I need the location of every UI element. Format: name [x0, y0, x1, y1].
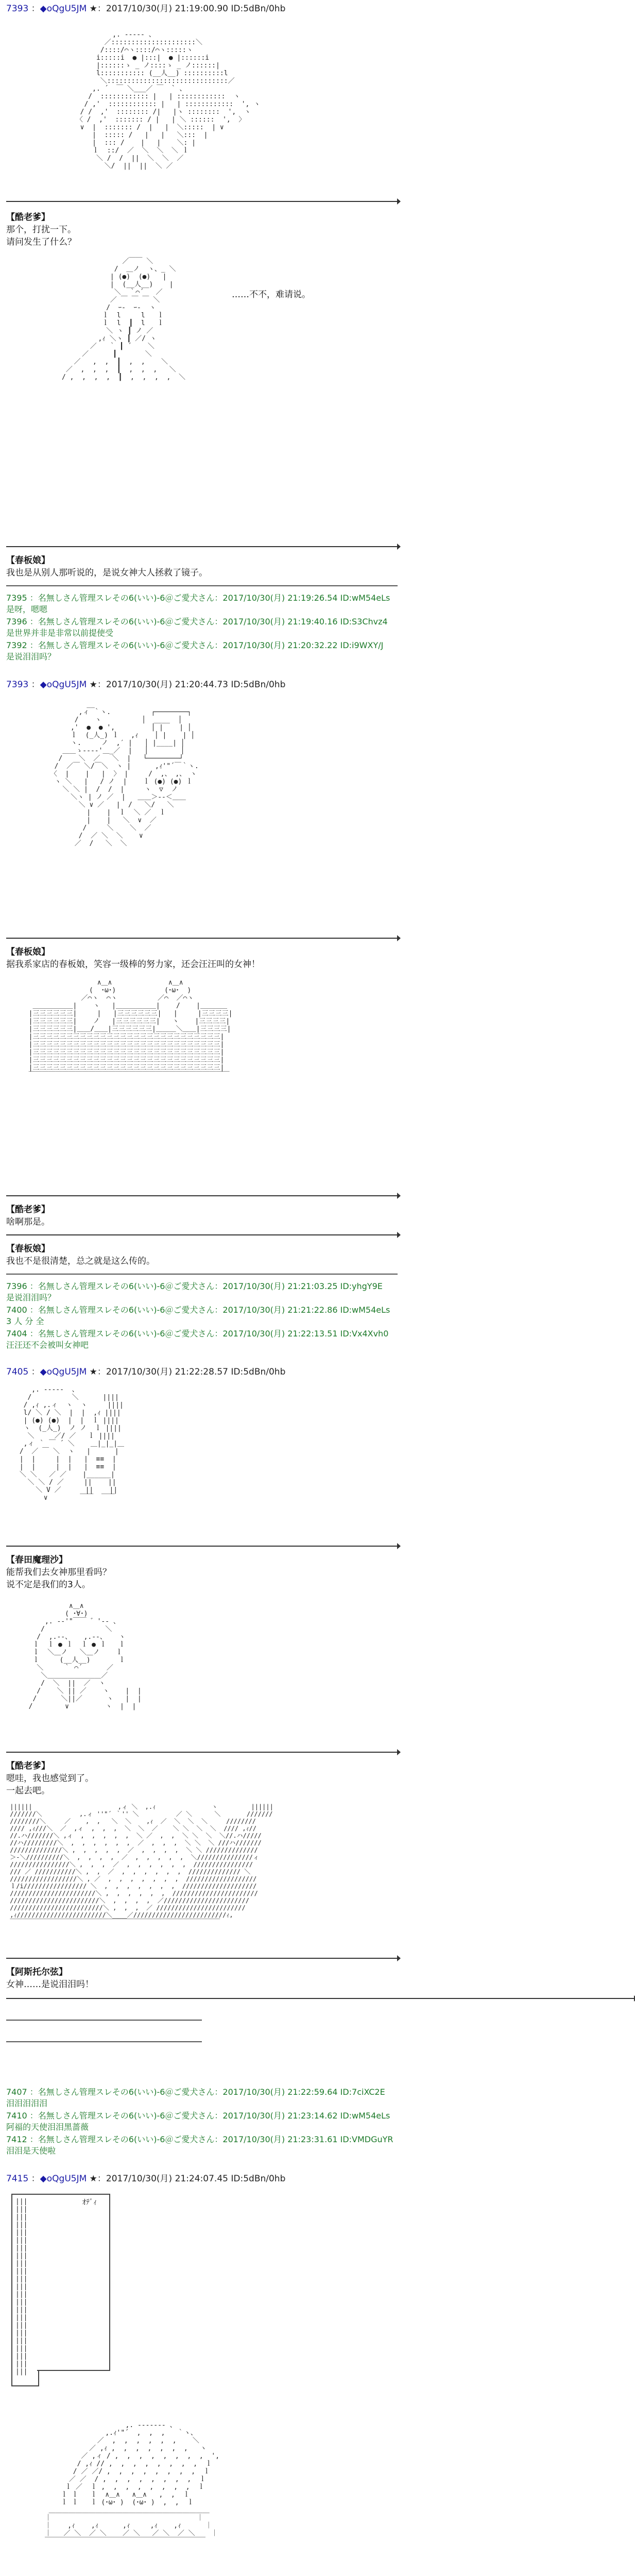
post-trip: ◆oQgU5JM: [40, 4, 87, 14]
dialog-line: 那个，打扰一下。: [6, 225, 76, 235]
post-number[interactable]: 7405: [6, 1367, 29, 1377]
post-id[interactable]: ID:5dBn/0hb: [231, 4, 286, 14]
post-date: 2017/10/30(月): [106, 2174, 173, 2184]
reply-item: [6, 2087, 385, 2109]
dialog-line: 啥啊那是。: [6, 1217, 50, 1227]
reply-header[interactable]: 7395 ：名無しさん管理スレその6(いい)-6＠ご愛犬さん：2017/10/30(月) 21:19:26.54 ID:wM54eLs: [6, 593, 390, 603]
dialog-line: 请问发生了什么？: [6, 237, 76, 247]
ascii-art-figure: ∧＿∧ ( ･∀･) ,. -‐'"￣￣ ゛'‐- 、 / ＼ / ,.-‐、 ,.-‐、 ヽ ｌ ｌ ● ｌ ｌ ● ｌ ｌ ｌ ＼＿ノ ＼＿ノ ｌ ｌ (__人__) ｌ ＼ ｀ ⌒´ ／ ＼＿＿＿＿＿＿＿＿／ / ＼ || ／ ヽ / ＼ || ／ ヽ | | / ＼||／ ヽ | | / ∨ ヽ | |: [28, 1602, 142, 1710]
dialog-block: [6, 1243, 155, 1267]
dialog-block: [6, 946, 260, 971]
section-divider: [6, 1998, 634, 1999]
post-time: 21:24:07.45: [175, 2174, 228, 2184]
reply-body: 3 人 分 全: [6, 1316, 44, 1326]
speaker-label: 【春板娘】: [6, 555, 50, 566]
reply-header[interactable]: 7392 ：名無しさん管理スレその6(いい)-6＠ご愛犬さん：2017/10/30(月) 21:20:32.22 ID:i9WXY/J: [6, 640, 384, 650]
section-divider: [6, 1546, 398, 1547]
ascii-art-figure: ,. -‐‐‐- 、 ／:::::::::::::::::::::＼ /::::/⌒ヽ::::/⌒ヽ:::::ヽ i:::::i ● |:::| ● |::::::i |::::::ゝ _ ノ::::ゝ _ ノ::::::| l::::::::::: (__人__) ::::::::::l ＼::::::::::::::::::::::::::::::／ ,. ´ ￣ ＼___／ ￣ ` 、 / :::::::::::: | | :::::::::::: ヽ / ,' :::::::::::: | | :::::::::::: ', ヽ / / ,' :::::::: /| |ヽ :::::::: ', ヽ 〈 / ,' ::::::: / | | ＼ :::::: ', 〉 ∨ | ::::::: / | | ＼::::: | ∨ | ::::: / | | ＼::: | | ::: / | | ＼: | ｌ ::/ ／ ＼ ＼ ＼ ｌ ＼ / / || ＼ ＼ ／ ＼/ || || ＼ ／: [76, 31, 261, 170]
reply-header[interactable]: 7396 ：名無しさん管理スレその6(いい)-6＠ご愛犬さん：2017/10/30(月) 21:21:03.25 ID:yhgY9E: [6, 1281, 383, 1291]
reply-header[interactable]: 7412 ：名無しさん管理スレその6(いい)-6＠ご愛犬さん：2017/10/30(月) 21:23:31.61 ID:VMDGuYR: [6, 2134, 393, 2144]
dialog-line: 女神……是说泪泪吗！: [6, 1979, 94, 1990]
ascii-art-scene: __ ,ィ ｀ヽ. ┌────────┐ / ヽ │ ____ │ ,' ● ● ', │ | | │ ｌ (_人_) ｌ ,ｨ │ | | │ ヽ. ノ ,′ | │ |____| │ ＿＿ゝ---‐'＿_／ | │ │ / ＼ ／ ＼ | └────────┘ / ／￣ ＼/￣＼ ヽ | ,ｨ'"´￣｀ヽ. 〈 | | | 〉 | / ,、 ,、 ヽ ヽ ＼ | / ノ | ｌ (●) (●) ｌ ＼ ＼ | / / | ヽ ▽ ノ ＼ヽ | ノ ／ | ＿＿＞--＜＿＿ ＼ ∨ ／ | / ＼/ ＼ | | ｌ ＼ ／ ｌ | | ＼ ∨ ／ / ＼ ＼ ／ / ／ ＼ ＼ ∨ ／ / ＼ ＼: [50, 701, 199, 848]
post-date: 2017/10/30(月): [106, 1367, 173, 1377]
post-number[interactable]: 7415: [6, 2174, 29, 2184]
dialog-block: [6, 1760, 94, 1797]
reply-body: 是说泪泪吗？: [6, 652, 56, 662]
ascii-art-counter-scene: ,. -‐‐‐‐‐- 、 ,.ｨ'"´ , , , ｀ヽ、 ／ , , , , , , ＼ ／ ,ｨ , , , , , , , ヽ ／ ,ィ / , , , , , , , , ', / ,ｨ // , , , , , , , , ｌ / ／ ／/ , , , , , , , , ｌ ／ ／ / , , , , , , , , ｌ ｌ ／ ｌ , , , , , , , , ｌ ｌ ｌ ｌ ∧＿∧ ∧＿∧ , , ｌ ｌ ｌ ｌ (･ω･ ) (･ω･ ) , , ｌ ＿＿＿＿＿＿＿＿＿＿＿＿＿＿＿＿＿＿＿＿＿＿＿＿ ｜ ｜ ｜ ,ｨ ,ｨ ,ｨ ,ｨ ,ｨ ｜ ｜ ／ ＼ ／ ＼ ／ ＼ ／ ＼ ／ ＼ ｜ ￣￣￣￣￣￣￣￣￣￣￣￣￣￣￣￣￣￣￣￣￣￣￣￣: [44, 2421, 220, 2545]
reply-body: 是呀，嗯嗯: [6, 604, 48, 614]
ascii-art-figure: ／￣￣ ＼ / ＿ノ ヽ、_ ＼ | (●) (●) | | (__人__) | ＼ ｀⌒´ ／ ／ ￣ ￣ ￣ ＼ / ｰ‐ ｰ‐ ヽ ｌ l l ｌ ｌ l ┃ l ｌ ＼ ヽ ┃ ノ ／ ,ｨ ＼ヽ ┃ ／/ ヽ ／ ｀ ┃ ´ ＼ ／ ┃ ＼ ／ , , ┃ , , ＼ ／ , , , ┃ , , , ＼ / , , , , ┃ , , , , ＼: [62, 258, 185, 381]
reply-item: [6, 2110, 390, 2133]
dialog-block: [6, 211, 76, 248]
reply-body: 汪汪还不会被叫女神吧: [6, 1340, 89, 1350]
section-divider: [6, 938, 398, 939]
reply-header[interactable]: 7396 ：名無しさん管理スレその6(いい)-6＠ご愛犬さん：2017/10/30(月) 21:19:40.16 ID:S3Chvz4: [6, 617, 388, 626]
dialog-block: [6, 1204, 50, 1228]
post-date: 2017/10/30(月): [106, 4, 173, 14]
ascii-art-crowd-scene: |||||| ,ィ ＼ ,.ｨ ヽ |||||| ///////＼ ,.ィ ''"´ ｀'' ＼ ／ ＼ ＼ /////// ////////＼ ／ , , ＼ ＼ ,ｨ ／ ＼ ＼ ＼ //////// //// ,ｨ///＼ ／ ,ィ , , , ＼ ＼ ／ ＼ ＼ ＼ ＼ //// ,ｨ// //.ハ///////＼ ,ィ , , , , , ＼ ／ , , ＼ ＼ ＼ ＼//.ハ///// //ハ/////////＼ , , , , , , ／ , , , ＼ ＼ ＼ ///ハ/////// //////////////＼ , , , , , ／ , , , , ＼ ＼ ////////////// ＞-＼//////////＼ , , , , ／ , , , , , ＼///////////////ィ ////////////////＼ , , , ／ , , , , , , //////////////// /// ／ ///////////＼ , , ／ , , , , , , ////////////// ＼ //////////////////＼ , ／ , , , , , , , /////////////////// ｌ/i///////////////// ＼ , , , , , , , //////////////////// ///////////////////////＼ , , , , , , /////////////////////// ////////////////////////＼ , , , , ／/////////////////////// /////////////////////////＼ , , , ／ //////////////////////// ,ｨ////////////////////////＼____／/////////////////////////ｨ, ￣￣￣￣￣￣￣￣￣￣￣￣￣￣￣￣￣￣￣￣￣￣￣￣￣￣￣￣￣￣￣￣￣￣: [10, 1803, 273, 1926]
post-header: 7393 ：◆oQgU5JM ★：2017/10/30(月) 21:19:00.90 ID:5dBn/0hb: [6, 4, 286, 14]
reply-header[interactable]: 7404 ：名無しさん管理スレその6(いい)-6＠ご愛犬さん：2017/10/30(月) 21:22:13.51 ID:Vx4Xvh0: [6, 1329, 389, 1338]
reply-body: 是说泪泪吗？: [6, 1293, 56, 1302]
ascii-art-building: ||| ||| ||| ||| ||| ||| ||| ||| ||| ||| ||| ||| ||| ||| ||| ||| ||| ||| ||| ||| ||| ||| |||: [15, 2198, 28, 2376]
reply-header[interactable]: 7400 ：名無しさん管理スレその6(いい)-6＠ご愛犬さん：2017/10/30(月) 21:21:22.86 ID:wM54eLs: [6, 1305, 390, 1315]
post-date: 2017/10/30(月): [106, 680, 173, 690]
speaker-label: 【春板娘】: [6, 947, 50, 957]
ascii-art-figure: ,. -‐‐‐- 、 / ＼ |||| / ,ｨ ,.ィ ヽ ヽ |||| l/ ＼ / ＼ | | ,ｨ |||| | (●) (●) | | ｌ |||| ヽ (_人_) ノ ノ ｌ |||| ＼ ／/ ／ ｌ |||| ,ィ ｀ ￣ ´ ＼ ＿|_|_|＿ / ／ ￣ ＼ ヽ | | | | | | | ≡≡ | | | | | | ≡≡ | ＼ ＼ ／ ／ |______| ＼ ＼ / ／ || || ＼ V ／ || || ∨ ￣￣ ￣￣: [19, 1386, 125, 1502]
speaker-label: 【春田魔理沙】: [6, 1555, 67, 1565]
post-trip: ◆oQgU5JM: [40, 2174, 87, 2184]
speaker-label: 【阿斯托尔弦】: [6, 1967, 67, 1977]
separator-line: [6, 2041, 202, 2042]
post-id[interactable]: ID:5dBn/0hb: [231, 680, 286, 690]
ascii-art-scene: ∧＿∧ ∧＿∧ ( ･ω･) (･ω･ ) ／⌒ヽ ⌒ヽ ／⌒ ／⌒ヽ ＿＿＿＿＿＿| ヽ |＿＿＿＿＿＿| / |＿＿＿＿ |三三三三三三| | |三三三三三三| | |三三三三| |三三三三三三| ノ |三三三三三三| ヽ |三三三三| |三三三三三三|＿＿/＿＿|三三三三三三|＿＿＿＼＿＿|三三三三| |三三三三三三三三三三三三三三三三三三三三三三三三三三三三| |三三三三三三三三三三三三三三三三三三三三三三三三三三三三| |三三三三三三三三三三三三三三三三三三三三三三三三三三三三| |三三三三三三三三三三三三三三三三三三三三三三三三三三三三| |三三三三三三三三三三三三三三三三三三三三三三三三三三三三| ￣￣￣￣￣￣￣￣￣￣￣￣￣￣￣￣￣￣￣￣￣￣￣￣￣￣￣￣￣￣: [28, 979, 233, 1079]
separator-line: [6, 585, 398, 586]
reply-item: [6, 1304, 390, 1327]
dialog-line: 我也不是很清楚，总之就是这么传的。: [6, 1256, 155, 1266]
reply-body: 是世界并非是非常以前提使受: [6, 628, 114, 638]
speaker-label: 【酷老爹】: [6, 212, 50, 223]
post-time: 21:19:00.90: [175, 4, 228, 14]
post-id[interactable]: ID:5dBn/0hb: [231, 1367, 286, 1377]
reply-item: [6, 616, 388, 639]
speaker-label: 【酷老爹】: [6, 1761, 50, 1771]
post-time: 21:20:44.73: [175, 680, 228, 690]
post-header: 7415 ：◆oQgU5JM ★：2017/10/30(月) 21:24:07.45 ID:5dBn/0hb: [6, 2174, 286, 2184]
dialog-block: [6, 1554, 111, 1591]
separator-line: [6, 1274, 398, 1275]
dialog-line: ……不不，难请说。: [232, 290, 311, 300]
post-number[interactable]: 7393: [6, 4, 29, 14]
reply-item: [6, 1328, 388, 1351]
section-divider: [6, 1195, 398, 1196]
dialog-block: [232, 289, 311, 301]
post-time: 21:22:28.57: [175, 1367, 228, 1377]
post-header: 7393 ：◆oQgU5JM ★：2017/10/30(月) 21:20:44.73 ID:5dBn/0hb: [6, 680, 286, 690]
separator-line: [6, 2020, 202, 2021]
reply-item: [6, 1281, 383, 1303]
section-divider: [6, 1958, 398, 1959]
dialog-line: 一起去吧。: [6, 1786, 50, 1796]
dialog-line: 据我系家店的春板娘，笑容一级棒的努力家，还会汪汪叫的女神！: [6, 959, 260, 970]
section-divider: [6, 1752, 398, 1753]
reply-item: [6, 2134, 393, 2157]
reply-body: 泪泪泪泪泪: [6, 2098, 48, 2108]
post-trip: ◆oQgU5JM: [40, 680, 87, 690]
dialog-block: [6, 1966, 94, 1991]
dialog-line: 能帮我们去女神那里看吗？: [6, 1567, 111, 1578]
section-divider: [6, 1234, 398, 1235]
building-frame: [37, 2194, 110, 2371]
reply-body: 阿福的天使泪泪黑蔷薇: [6, 2122, 89, 2132]
dialog-line: 说不定是我们的3人。: [6, 1580, 91, 1590]
reply-header[interactable]: 7407 ：名無しさん管理スレその6(いい)-6＠ご愛犬さん：2017/10/30(月) 21:22:59.64 ID:7ciXC2E: [6, 2087, 385, 2097]
speaker-label: 【酷老爹】: [6, 1205, 50, 1215]
section-divider: [6, 546, 398, 547]
speaker-label: 【春板娘】: [6, 1244, 50, 1254]
reply-body: 泪泪是天使啦: [6, 2146, 56, 2156]
dialog-block: [6, 554, 208, 579]
dialog-line: 我也是从别人那听说的，是说女神大人拯救了镜子。: [6, 568, 208, 578]
reply-item: [6, 592, 390, 615]
reply-header[interactable]: 7410 ：名無しさん管理スレその6(いい)-6＠ご愛犬さん：2017/10/30(月) 21:23:14.62 ID:wM54eLs: [6, 2111, 390, 2121]
post-header: 7405 ：◆oQgU5JM ★：2017/10/30(月) 21:22:28.57 ID:5dBn/0hb: [6, 1367, 286, 1377]
post-id[interactable]: ID:5dBn/0hb: [231, 2174, 286, 2184]
dialog-line: 嗯哇，我也感觉到了。: [6, 1773, 94, 1784]
shop-sign: ｵﾃﾞｨ: [82, 2198, 97, 2207]
section-divider: [6, 201, 398, 202]
post-trip: ◆oQgU5JM: [40, 1367, 87, 1377]
post-number[interactable]: 7393: [6, 680, 29, 690]
reply-item: [6, 640, 383, 663]
